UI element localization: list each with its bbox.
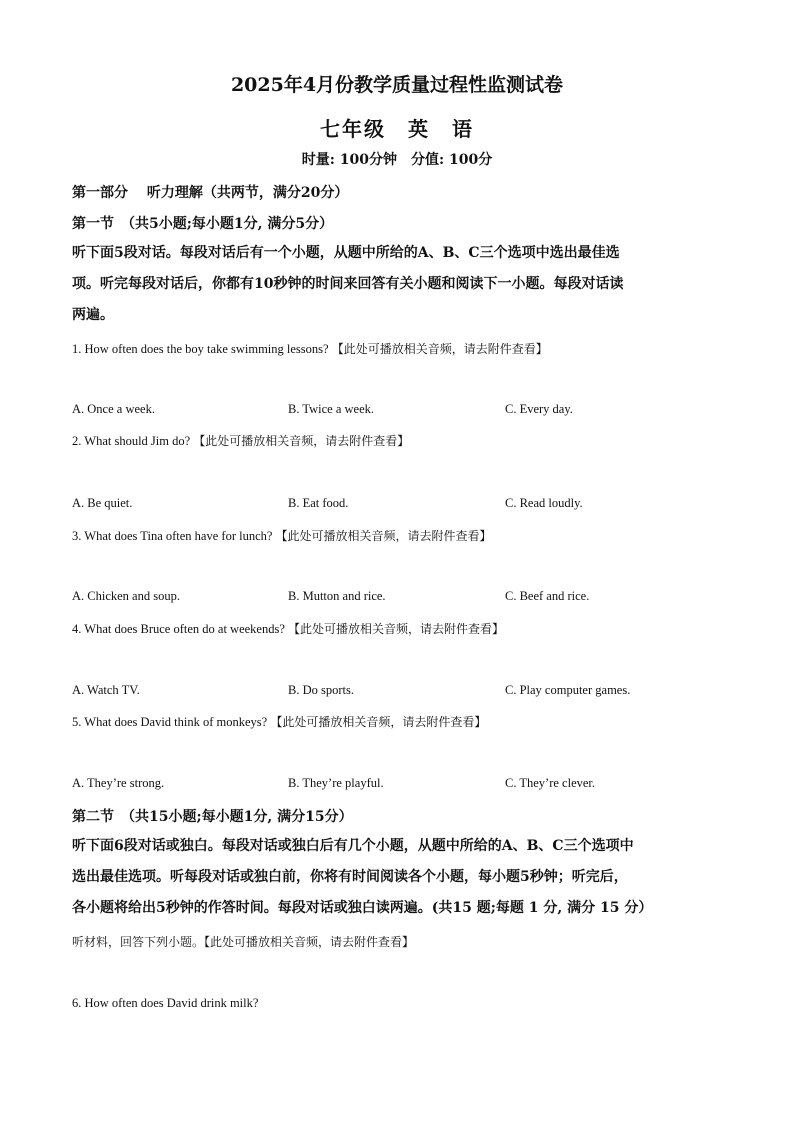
instruction-line: 两遍。	[72, 307, 114, 323]
option-b: B. They’re playful.	[288, 776, 384, 790]
question-stem: 1. How often does the boy take swimming lessons?	[72, 342, 329, 356]
instruction-line: 听下面6段对话或独白。每段对话或独白后有几个小题，从题中所给的A、B、C三个选项中	[72, 838, 634, 854]
instruction-line: 选出最佳选项。听每段对话或独白前，你将有时间阅读各个小题，每小题5秒钟；听完后，	[72, 869, 628, 885]
option-c: C. Every day.	[505, 402, 573, 416]
question-stem: 3. What does Tina often have for lunch?	[72, 529, 273, 543]
option-b: B. Eat food.	[288, 496, 349, 510]
option-a: A. They’re strong.	[72, 776, 165, 790]
section1-instructions	[72, 238, 722, 331]
section1-heading: 第一节 （共5小题;每小题1分, 满分5分）	[72, 216, 334, 232]
exam-subtitle: 七年级 英 语	[320, 117, 474, 141]
instruction-line: 听下面5段对话。每段对话后有一个小题，从题中所给的A、B、C三个选项中选出最佳选	[72, 245, 620, 261]
option-c: C. Play computer games.	[505, 683, 631, 697]
option-b: B. Mutton and rice.	[288, 589, 386, 603]
audio-note[interactable]: 【此处可播放相关音频，请去附件查看】	[270, 715, 487, 729]
instruction-line: 项。听完每段对话后，你都有10秒钟的时间来回答有关小题和阅读下一小题。每段对话读	[72, 276, 624, 292]
question-4	[72, 620, 504, 637]
option-b: B. Do sports.	[288, 683, 354, 697]
audio-note[interactable]: 【此处可播放相关音频，请去附件查看】	[193, 434, 410, 448]
audio-note[interactable]: 【此处可播放相关音频，请去附件查看】	[331, 342, 548, 356]
option-a: A. Be quiet.	[72, 496, 133, 510]
option-c: C. Beef and rice.	[505, 589, 590, 603]
question-stem: 4. What does Bruce often do at weekends?	[72, 622, 285, 636]
question-5	[72, 713, 486, 730]
exam-title: 2025年4月份教学质量过程性监测试卷	[230, 74, 564, 96]
section2-instructions	[72, 831, 722, 924]
time-and-score: 时量: 100分钟 分值: 100分	[301, 152, 493, 168]
question-6: 6. How often does David drink milk?	[72, 996, 259, 1010]
question-1	[72, 340, 548, 357]
audio-note[interactable]: 【此处可播放相关音频，请去附件查看】	[288, 622, 505, 636]
question-stem: 5. What does David think of monkeys?	[72, 715, 268, 729]
option-a: A. Chicken and soup.	[72, 589, 180, 603]
material-note[interactable]: 听材料，回答下列小题。【此处可播放相关音频，请去附件查看】	[72, 935, 415, 949]
option-c: C. Read loudly.	[505, 496, 583, 510]
question-2	[72, 432, 409, 449]
option-a: A. Once a week.	[72, 402, 155, 416]
option-b: B. Twice a week.	[288, 402, 375, 416]
question-stem: 2. What should Jim do?	[72, 434, 191, 448]
section2-heading: 第二节 （共15小题;每小题1分, 满分15分）	[72, 809, 353, 825]
part1-heading: 第一部分 听力理解（共两节，满分20分）	[72, 185, 349, 201]
instruction-line: 各小题将给出5秒钟的作答时间。每段对话或独白读两遍。(共15 题;每题 1 分, 满分 15 分）	[72, 900, 653, 916]
option-c: C. They’re clever.	[505, 776, 596, 790]
audio-note[interactable]: 【此处可播放相关音频，请去附件查看】	[275, 529, 492, 543]
option-a: A. Watch TV.	[72, 683, 140, 697]
question-3	[72, 527, 492, 544]
